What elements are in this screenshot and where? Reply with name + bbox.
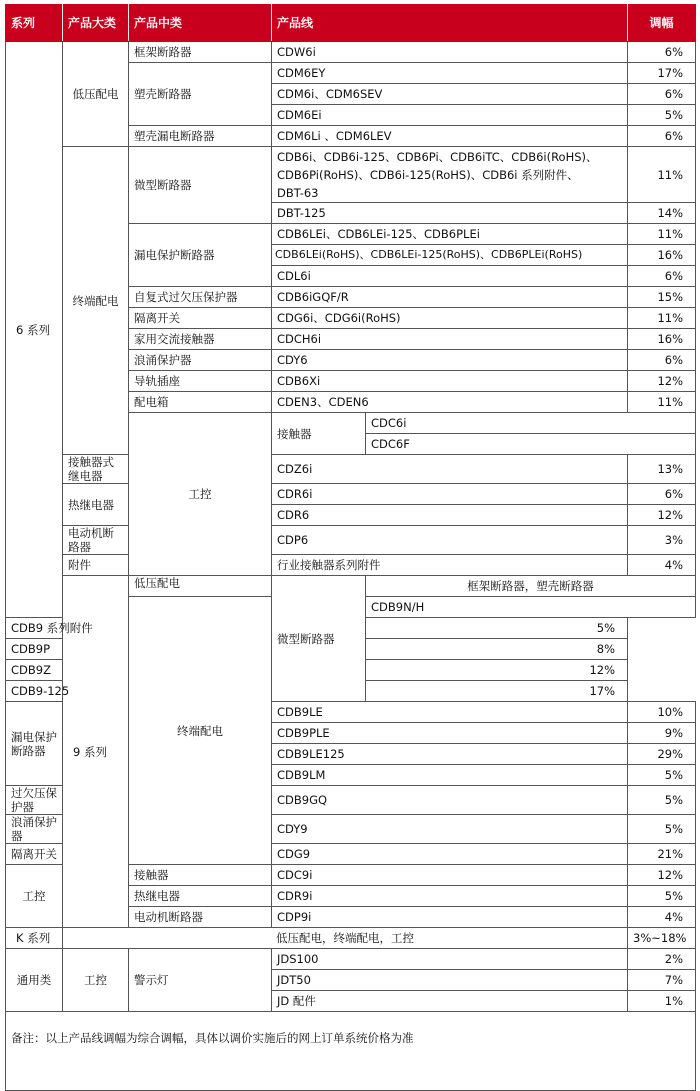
adjustment-value: 17% — [628, 63, 696, 84]
mid-category: 漏电保护断路器 — [129, 224, 272, 287]
mid-category: 警示灯 — [129, 949, 272, 1012]
footnote: 备注：以上产品线调幅为综合调幅，具体以调价实施后的网上订单系统价格为准 — [6, 1012, 696, 1091]
adjustment-value: 6% — [628, 126, 696, 147]
adjustment-value: 6% — [628, 42, 696, 63]
header-row — [6, 5, 696, 42]
header-product-line: 产品线 — [272, 5, 628, 42]
adjustment-value: 16% — [628, 245, 696, 266]
price-adjustment-table — [5, 4, 696, 1091]
category-industrial-control: 工控 — [129, 413, 272, 576]
note-row — [6, 1012, 696, 1091]
product-line: CDCH6i — [272, 329, 628, 350]
product-line-text: DBT-63 — [277, 185, 319, 200]
adjustment-value: 5% — [628, 815, 696, 844]
product-line: JDS100 — [272, 949, 628, 970]
mid-category: 导轨插座 — [129, 371, 272, 392]
mid-category: 浪涌保护器 — [6, 815, 63, 844]
product-line — [272, 147, 628, 203]
adjustment-value: 17% — [366, 681, 628, 702]
adjustment-value: 11% — [628, 392, 696, 413]
mid-category: 电动机断路器 — [63, 526, 129, 555]
product-line: CDB9GQ — [272, 786, 628, 815]
table-row — [6, 526, 696, 555]
mid-category: 塑壳漏电断路器 — [129, 126, 272, 147]
mid-category: 漏电保护断路器 — [6, 702, 63, 786]
adjustment-value: 11% — [628, 308, 696, 329]
category-low-voltage: 低压配电 — [129, 576, 272, 597]
adjustment-value: 6% — [628, 350, 696, 371]
adjustment-value: 12% — [628, 865, 696, 886]
series-k-label: K 系列 — [6, 928, 63, 949]
mid-category: 塑壳断路器 — [129, 63, 272, 126]
product-line: CDB9Z — [6, 660, 129, 681]
header-mid-category: 产品中类 — [129, 5, 272, 42]
adjustment-value: 5% — [628, 765, 696, 786]
category-industrial-control: 工控 — [63, 949, 129, 1012]
product-line-text: CDB6Pi(RoHS)、CDB6i-125(RoHS)、CDB6i 系列附件、 — [277, 167, 579, 182]
product-line: CDB9 系列附件 — [6, 618, 129, 639]
mid-category: 微型断路器 — [272, 576, 366, 702]
mid-category: 接触器 — [272, 413, 366, 455]
product-line: CDB9PLE — [272, 723, 628, 744]
product-line: CDM6i、CDM6SEV — [272, 84, 628, 105]
series-9-label: 9 系列 — [63, 576, 129, 928]
header-adjustment: 调幅 — [628, 5, 696, 42]
table-row — [6, 455, 696, 484]
product-line: CDC6i — [366, 413, 696, 434]
table-row — [6, 42, 696, 63]
table-row — [6, 949, 696, 970]
product-line: CDW6i — [272, 42, 628, 63]
adjustment-value: 14% — [628, 203, 696, 224]
series-general-label: 通用类 — [6, 949, 63, 1012]
adjustment-value: 12% — [628, 371, 696, 392]
adjustment-value: 11% — [628, 147, 696, 203]
product-line: CDB6Xi — [272, 371, 628, 392]
table-row — [6, 484, 696, 505]
product-line: CDR9i — [272, 886, 628, 907]
product-line: CDB9LE125 — [272, 744, 628, 765]
price-adjustment-sheet — [5, 4, 695, 1091]
adjustment-value: 21% — [628, 844, 696, 865]
adjustment-value: 2% — [628, 949, 696, 970]
product-line: CDR6i — [272, 484, 628, 505]
series-6-label: 6 系列 — [6, 42, 63, 618]
product-line: 框架断路器，塑壳断路器 — [366, 576, 696, 597]
mid-category: 附件 — [63, 555, 129, 576]
product-line: CDM6EY — [272, 63, 628, 84]
adjustment-value: 4% — [628, 907, 696, 928]
adjustment-value: 12% — [366, 660, 628, 681]
product-line: CDG6i、CDG6i(RoHS) — [272, 308, 628, 329]
adjustment-value: 6% — [628, 266, 696, 287]
product-line: CDB9LE — [272, 702, 628, 723]
product-line: CDM6Li 、CDM6LEV — [272, 126, 628, 147]
adjustment-value: 6% — [628, 84, 696, 105]
adjustment-value: 7% — [628, 970, 696, 991]
product-line: CDY9 — [272, 815, 628, 844]
product-line: CDC6F — [366, 434, 696, 455]
adjustment-value: 5% — [628, 886, 696, 907]
mid-category: 热继电器 — [63, 484, 129, 526]
adjustment-value: 5% — [628, 105, 696, 126]
adjustment-value: 15% — [628, 287, 696, 308]
product-line: CDB6LEi、CDB6LEi-125、CDB6PLEi — [272, 224, 628, 245]
category-terminal: 终端配电 — [129, 597, 272, 865]
product-line: DBT-125 — [272, 203, 628, 224]
product-line: CDB9LM — [272, 765, 628, 786]
product-line: CDB9-125 — [6, 681, 129, 702]
mid-category: 电动机断路器 — [129, 907, 272, 928]
adjustment-value: 12% — [628, 505, 696, 526]
mid-category: 隔离开关 — [129, 308, 272, 329]
product-line: CDM6Ei — [272, 105, 628, 126]
product-line: CDL6i — [272, 266, 628, 287]
product-line: JD 配件 — [272, 991, 628, 1012]
mid-category: 隔离开关 — [6, 844, 63, 865]
mid-category: 自复式过欠压保护器 — [129, 287, 272, 308]
category-low-voltage: 低压配电 — [63, 42, 129, 147]
adjustment-value: 5% — [366, 618, 628, 639]
adjustment-value: 11% — [628, 224, 696, 245]
mid-category: 框架断路器 — [129, 42, 272, 63]
product-line: CDB9N/H — [366, 597, 696, 618]
product-line: 行业接触器系列附件 — [272, 555, 628, 576]
product-line: CDEN3、CDEN6 — [272, 392, 628, 413]
mid-category: 配电箱 — [129, 392, 272, 413]
adjustment-value: 4% — [628, 555, 696, 576]
adjustment-value: 9% — [628, 723, 696, 744]
product-line: CDR6 — [272, 505, 628, 526]
product-line: JDT50 — [272, 970, 628, 991]
product-line: CDP6 — [272, 526, 628, 555]
mid-category: 家用交流接触器 — [129, 329, 272, 350]
mid-category: 浪涌保护器 — [129, 350, 272, 371]
product-line: CDP9i — [272, 907, 628, 928]
mid-category: 微型断路器 — [129, 147, 272, 224]
category-industrial-control: 工控 — [6, 865, 63, 928]
product-line-text: CDB6i、CDB6i-125、CDB6Pi、CDB6iTC、CDB6i(RoHS)、 — [277, 149, 598, 164]
product-line: CDG9 — [272, 844, 628, 865]
adjustment-value: 10% — [628, 702, 696, 723]
product-line: CDY6 — [272, 350, 628, 371]
adjustment-value: 3% — [628, 526, 696, 555]
mid-category: 接触器 — [129, 865, 272, 886]
header-series: 系列 — [6, 5, 63, 42]
mid-category: 接触器式继电器 — [63, 455, 129, 484]
adjustment-value: 3%~18% — [628, 928, 696, 949]
adjustment-value: 1% — [628, 991, 696, 1012]
adjustment-value: 6% — [628, 484, 696, 505]
category-terminal: 终端配电 — [63, 147, 129, 455]
table-row — [6, 576, 696, 597]
table-row — [6, 555, 696, 576]
product-line: CDC9i — [272, 865, 628, 886]
mid-category: 过欠压保护器 — [6, 786, 63, 815]
table-row — [6, 147, 696, 203]
product-line: CDB6LEi(RoHS)、CDB6LEi-125(RoHS)、CDB6PLEi(RoHS) — [272, 245, 628, 266]
header-major-category: 产品大类 — [63, 5, 129, 42]
adjustment-value: 5% — [628, 786, 696, 815]
mid-category: 热继电器 — [129, 886, 272, 907]
adjustment-value: 16% — [628, 329, 696, 350]
adjustment-value: 8% — [366, 639, 628, 660]
product-line: CDZ6i — [272, 455, 628, 484]
adjustment-value: 29% — [628, 744, 696, 765]
adjustment-value: 13% — [628, 455, 696, 484]
product-line: CDB6iGQF/R — [272, 287, 628, 308]
table-row — [6, 928, 696, 949]
product-line: 低压配电，终端配电，工控 — [63, 928, 628, 949]
product-line: CDB9P — [6, 639, 129, 660]
